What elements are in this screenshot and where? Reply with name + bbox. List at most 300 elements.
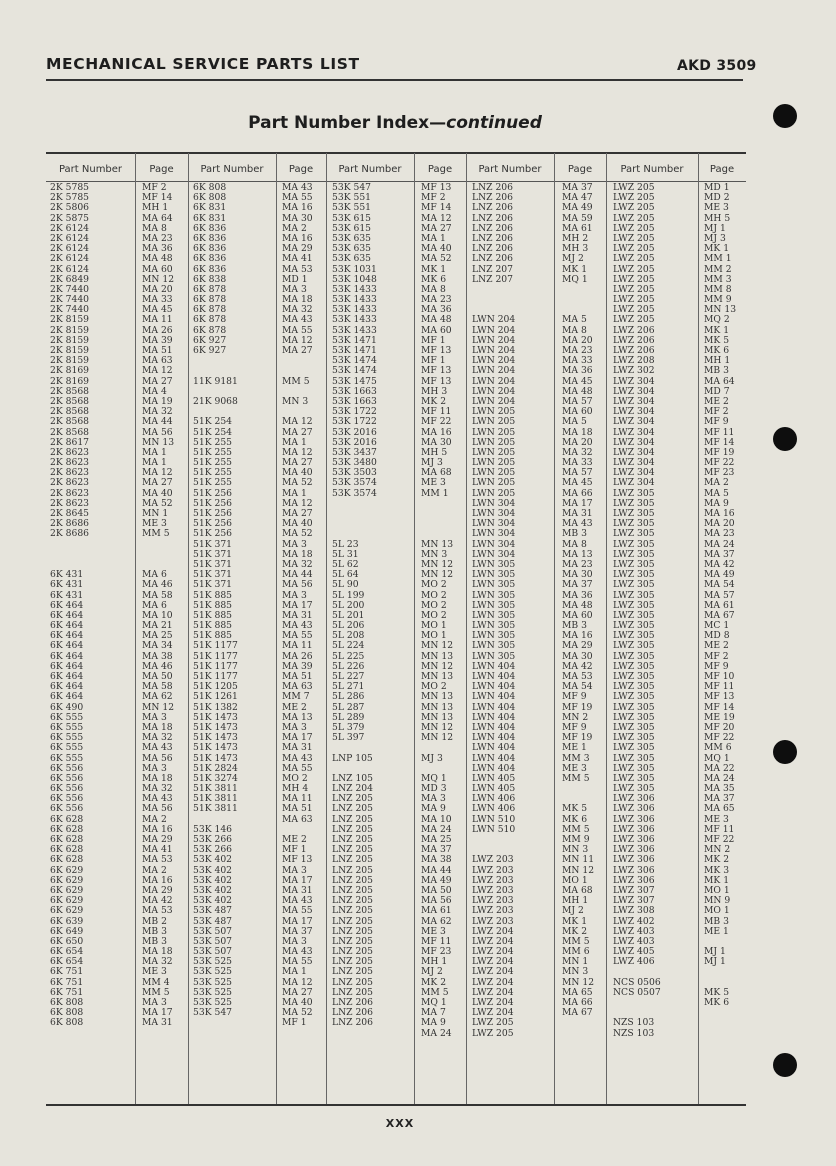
- part-number-cell: 5L 397: [332, 732, 365, 744]
- part-number-cell: LWZ 305: [613, 701, 655, 713]
- page-cell: MA 56: [142, 426, 173, 438]
- page-cell: MA 43: [282, 314, 313, 326]
- page-cell: MA 12: [282, 416, 313, 428]
- part-number-cell: 2K 8623: [50, 477, 90, 489]
- page-cell: MA 1: [142, 446, 167, 458]
- page-column: [142, 183, 174, 1029]
- page-cell: MJ 2: [421, 966, 443, 978]
- part-number-cell: 53K 402: [193, 895, 233, 907]
- page-cell: MA 20: [562, 436, 593, 448]
- page-cell: MN 13: [421, 650, 454, 662]
- page-cell: MK 6: [704, 997, 730, 1008]
- page-cell: MA 27: [282, 986, 313, 998]
- part-number-cell: LWZ 204: [472, 1007, 514, 1019]
- page-cell: MA 52: [142, 497, 173, 509]
- page-cell: MM 9: [562, 834, 590, 845]
- part-number-cell: LWZ 205: [613, 273, 655, 285]
- part-number-cell: 6K 836: [193, 232, 227, 244]
- page-cell: MM 1: [704, 253, 732, 265]
- page-cell: MA 60: [562, 406, 593, 418]
- page-cell: MA 55: [282, 762, 313, 774]
- part-number-cell: 53K 1471: [332, 345, 377, 356]
- part-number-cell: 6K 639: [50, 915, 84, 927]
- part-number-cell: 53K 266: [193, 834, 233, 845]
- page-cell: ME 3: [142, 966, 167, 978]
- part-number-cell: LWZ 206: [613, 345, 655, 356]
- part-number-cell: LWN 305: [472, 640, 516, 652]
- page-cell: MA 16: [142, 823, 173, 835]
- part-number-cell: LWN 305: [472, 630, 516, 642]
- page-cell: MF 14: [704, 436, 735, 448]
- header-part-number: Part Number: [620, 164, 684, 175]
- part-number-cell: 2K 8623: [50, 467, 90, 479]
- part-number-cell: LWZ 305: [613, 660, 655, 672]
- page-cell: MA 11: [282, 640, 313, 652]
- page-cell: MN 13: [421, 701, 454, 713]
- page-cell: MK 2: [562, 925, 588, 937]
- page-cell: MM 5: [282, 375, 310, 387]
- page-cell: MA 52: [282, 528, 313, 540]
- part-number-cell: LWZ 304: [613, 426, 655, 438]
- part-number-cell: 2K 6124: [50, 222, 90, 234]
- page-cell: MA 53: [562, 671, 593, 682]
- part-number-cell: LWN 304: [472, 518, 516, 530]
- part-number-cell: 6K 927: [193, 334, 227, 346]
- page-cell: MA 27: [282, 426, 313, 438]
- page-cell: MA 23: [562, 345, 593, 356]
- part-number-cell: 5L 226: [332, 660, 365, 672]
- part-number-cell: 6K 831: [193, 212, 227, 224]
- page-cell: MA 66: [562, 487, 593, 499]
- part-number-cell: LWZ 304: [613, 375, 655, 387]
- page-cell: MA 32: [282, 304, 313, 316]
- page-column: [704, 183, 736, 1008]
- page-cell: MA 16: [704, 508, 735, 519]
- page-cell: MK 6: [562, 813, 588, 825]
- part-number-cell: LWZ 205: [613, 294, 655, 306]
- part-number-cell: 51K 371: [193, 579, 233, 591]
- part-number-cell: 5L 201: [332, 609, 365, 621]
- page-cell: MM 9: [704, 294, 732, 306]
- part-number-cell: LWN 406: [472, 793, 516, 805]
- page-cell: ME 1: [562, 742, 587, 754]
- part-number-cell: 53K 402: [193, 874, 233, 886]
- page-cell: MA 64: [704, 375, 735, 387]
- part-number-cell: 51K 254: [193, 426, 233, 438]
- page-cell: MA 16: [562, 630, 593, 642]
- page-cell: MA 20: [562, 334, 593, 346]
- part-number-cell: 6K 628: [50, 854, 84, 866]
- part-number-cell: 2K 6124: [50, 232, 90, 244]
- page-cell: MM 8: [704, 283, 732, 295]
- part-number-column: [472, 183, 515, 1039]
- page-cell: MA 1: [282, 436, 307, 448]
- page-cell: MF 13: [421, 182, 452, 193]
- part-number-cell: LWN 404: [472, 742, 516, 754]
- part-number-cell: LWZ 205: [613, 314, 655, 326]
- part-number-cell: LWZ 205: [613, 283, 655, 295]
- page-cell: MA 43: [282, 182, 313, 193]
- page-cell: MQ 1: [421, 997, 447, 1008]
- page-cell: MA 55: [282, 324, 313, 336]
- page-cell: MA 19: [142, 395, 173, 407]
- part-number-cell: 6K 878: [193, 294, 227, 306]
- page-cell: MN 1: [142, 508, 169, 519]
- page-cell: [142, 550, 174, 560]
- part-number-cell: LWZ 205: [613, 263, 655, 275]
- page-cell: MA 3: [142, 762, 167, 774]
- part-number-cell: 53K 1474: [332, 355, 377, 367]
- part-number-cell: 6K 556: [50, 772, 84, 784]
- page-cell: MA 26: [282, 650, 313, 662]
- page-cell: MA 37: [562, 579, 593, 591]
- part-number-cell: LWZ 305: [613, 681, 655, 693]
- part-number-cell: LNZ 205: [332, 925, 373, 937]
- part-number-cell: [50, 540, 89, 550]
- part-number-cell: 6K 464: [50, 691, 84, 703]
- page-cell: MA 3: [142, 997, 167, 1008]
- part-number-cell: 6K 464: [50, 681, 84, 693]
- page-cell: MN 12: [421, 640, 454, 652]
- part-number-cell: 5L 206: [332, 620, 365, 632]
- part-number-cell: 6K 555: [50, 732, 84, 744]
- part-number-cell: LWZ 205: [613, 253, 655, 265]
- binder-hole-icon: [773, 427, 797, 451]
- part-number-cell: 6K 431: [50, 579, 84, 591]
- part-number-cell: LWZ 305: [613, 671, 655, 682]
- part-number-cell: LWN 405: [472, 772, 516, 784]
- part-number-cell: LWN 406: [472, 803, 516, 815]
- model-number: AKD 3509: [677, 58, 757, 74]
- page-cell: MB 3: [142, 935, 167, 947]
- part-number-cell: LWN 404: [472, 660, 516, 672]
- part-number-cell: 6K 628: [50, 844, 84, 856]
- page-cell: MO 1: [421, 630, 447, 642]
- page-cell: MN 13: [142, 436, 175, 448]
- part-number-cell: 6K 464: [50, 630, 84, 642]
- page-cell: MA 39: [282, 660, 313, 672]
- page-cell: MM 4: [142, 976, 170, 988]
- page-cell: MA 9: [704, 497, 729, 509]
- page-cell: MD 8: [704, 630, 730, 642]
- part-number-cell: 51K 371: [193, 569, 233, 581]
- page-cell: MA 25: [421, 834, 452, 845]
- header-page: Page: [709, 164, 735, 175]
- page-cell: MA 26: [142, 324, 173, 336]
- page-cell: MA 3: [282, 721, 307, 733]
- page-cell: MA 51: [282, 803, 313, 815]
- page-cell: MA 18: [282, 548, 313, 560]
- page-cell: MA 16: [421, 426, 452, 438]
- part-number-cell: 51K 885: [193, 620, 233, 632]
- part-number-cell: LWZ 304: [613, 416, 655, 428]
- page-cell: MQ 1: [562, 273, 588, 285]
- page-cell: MF 2: [704, 650, 729, 662]
- part-number-cell: 51K 885: [193, 589, 233, 601]
- page-cell: MF 19: [704, 446, 735, 458]
- page-cell: MA 61: [704, 599, 735, 611]
- part-number-cell: LWZ 305: [613, 630, 655, 642]
- part-number-cell: LWZ 305: [613, 569, 655, 581]
- page-cell: MA 5: [562, 314, 587, 326]
- page-cell: MA 47: [562, 192, 593, 204]
- index-title-main: Part Number Index—: [248, 113, 447, 133]
- page-cell: MA 37: [421, 844, 452, 856]
- part-number-cell: 53K 3574: [332, 487, 377, 499]
- page-cell: MA 43: [282, 620, 313, 632]
- part-number-cell: LWZ 304: [613, 477, 655, 489]
- part-number-cell: 5L 271: [332, 681, 365, 693]
- part-number-cell: LWZ 306: [613, 823, 655, 835]
- page-cell: MA 54: [562, 681, 593, 693]
- part-number-cell: LWZ 305: [613, 518, 655, 530]
- page-cell: ME 2: [704, 640, 729, 652]
- part-number-cell: 6K 629: [50, 874, 84, 886]
- page-cell: MK 1: [421, 263, 447, 275]
- page-cell: MA 17: [282, 915, 313, 927]
- page-cell: MA 31: [282, 884, 313, 896]
- page-cell: MA 37: [562, 182, 593, 193]
- part-number-cell: 51K 3274: [193, 772, 238, 784]
- page-cell: [421, 509, 453, 519]
- page-cell: MA 17: [282, 874, 313, 886]
- part-number-cell: [332, 509, 377, 519]
- part-number-cell: LNZ 206: [472, 212, 513, 224]
- page-cell: MF 9: [704, 416, 729, 428]
- page-cell: MA 9: [421, 1017, 446, 1029]
- page-cell: MK 6: [421, 273, 447, 285]
- page-cell: MF 23: [704, 467, 735, 479]
- page-cell: MA 11: [282, 793, 313, 805]
- table-top-rule: [46, 152, 746, 154]
- page-cell: MA 31: [282, 609, 313, 621]
- part-number-cell: 6K 556: [50, 803, 84, 815]
- part-number-cell: 51K 1261: [193, 691, 238, 703]
- page-cell: MA 65: [562, 986, 593, 998]
- page-cell: MA 4: [142, 385, 167, 397]
- part-number-cell: LNZ 205: [332, 813, 373, 825]
- part-number-cell: 51K 885: [193, 599, 233, 611]
- page-cell: MF 23: [421, 946, 452, 958]
- page-cell: ME 3: [421, 925, 446, 937]
- page-cell: MN 12: [562, 864, 595, 876]
- page-cell: MH 4: [282, 783, 309, 795]
- page-cell: MA 17: [282, 732, 313, 744]
- part-number-cell: LWN 204: [472, 314, 516, 326]
- part-number-cell: [332, 499, 377, 509]
- page-cell: MA 5: [704, 487, 729, 499]
- page-cell: MA 58: [142, 681, 173, 693]
- header-rule: [46, 79, 743, 81]
- part-number-cell: LWZ 307: [613, 884, 655, 896]
- part-number-cell: LWZ 405: [613, 946, 655, 958]
- page-cell: MA 3: [282, 864, 307, 876]
- part-number-cell: 5L 208: [332, 630, 365, 642]
- page-cell: MA 65: [704, 803, 735, 815]
- part-number-cell: LWN 204: [472, 334, 516, 346]
- part-number-cell: 2K 6849: [50, 273, 90, 285]
- part-number-cell: 2K 5875: [50, 212, 90, 224]
- page-cell: MA 60: [562, 609, 593, 621]
- page-cell: MA 60: [142, 263, 173, 275]
- part-number-cell: 6K 464: [50, 620, 84, 632]
- part-number-cell: LWN 205: [472, 406, 516, 418]
- page-cell: MD 2: [704, 192, 730, 204]
- part-number-cell: [50, 550, 89, 560]
- part-number-cell: [332, 519, 377, 529]
- part-number-cell: LWZ 305: [613, 609, 655, 621]
- part-number-cell: [332, 743, 377, 753]
- page-cell: MA 52: [282, 1007, 313, 1019]
- part-number-cell: LWN 405: [472, 783, 516, 795]
- page-cell: MA 27: [421, 222, 452, 234]
- page-cell: MA 58: [142, 589, 173, 601]
- page-cell: MA 3: [282, 283, 307, 295]
- part-number-cell: LWZ 205: [613, 212, 655, 224]
- index-title-suffix: continued: [446, 113, 542, 133]
- part-number-cell: 53K 1433: [332, 314, 377, 326]
- part-number-cell: 51K 1177: [193, 650, 238, 662]
- page-cell: [282, 356, 313, 366]
- part-number-cell: 2K 6124: [50, 263, 90, 275]
- page-cell: MA 18: [142, 772, 173, 784]
- part-number-cell: LWZ 305: [613, 783, 655, 795]
- page-cell: MA 67: [562, 1007, 593, 1019]
- part-number-cell: LWN 305: [472, 620, 516, 632]
- page-cell: MA 31: [142, 1017, 173, 1029]
- part-number-cell: 2K 8686: [50, 518, 90, 530]
- page-cell: MA 12: [282, 497, 313, 509]
- part-number-cell: 6K 654: [50, 946, 84, 958]
- header-part-number: Part Number: [200, 164, 264, 175]
- part-number-cell: [193, 356, 238, 366]
- part-number-cell: LNZ 207: [472, 273, 513, 285]
- part-number-cell: 6K 628: [50, 834, 84, 845]
- part-number-cell: LWZ 305: [613, 711, 655, 723]
- page-cell: MK 2: [421, 976, 447, 988]
- page-cell: MN 12: [142, 273, 175, 285]
- page-cell: MA 46: [142, 660, 173, 672]
- page-cell: MA 30: [421, 436, 452, 448]
- part-number-cell: LNZ 205: [332, 915, 373, 927]
- page-cell: MA 8: [562, 538, 587, 550]
- page-cell: MA 67: [704, 609, 735, 621]
- page-cell: MB 3: [142, 925, 167, 937]
- part-number-cell: LNZ 206: [472, 222, 513, 234]
- page-cell: MA 62: [421, 915, 452, 927]
- page-cell: MA 1: [142, 457, 167, 469]
- page-cell: MA 52: [421, 253, 452, 265]
- part-number-cell: LWZ 308: [613, 905, 655, 917]
- part-number-cell: 53K 1722: [332, 406, 377, 418]
- part-number-cell: 6K 808: [193, 192, 227, 204]
- part-number-cell: LNP 105: [332, 752, 373, 764]
- part-number-cell: LWZ 306: [613, 844, 655, 856]
- page-cell: MA 3: [282, 589, 307, 601]
- page-cell: MA 22: [704, 762, 735, 774]
- part-number-cell: LWZ 203: [472, 874, 514, 886]
- page-cell: MA 33: [562, 457, 593, 469]
- page-cell: MF 2: [421, 192, 446, 204]
- page-cell: MA 29: [282, 243, 313, 255]
- part-number-cell: LWN 404: [472, 691, 516, 703]
- page-cell: MF 11: [421, 406, 452, 418]
- part-number-cell: 2K 8568: [50, 385, 90, 397]
- page-cell: MA 49: [704, 569, 735, 581]
- page-cell: MN 12: [421, 732, 454, 744]
- part-number-cell: 5L 90: [332, 579, 359, 591]
- part-number-cell: LWZ 403: [613, 925, 655, 937]
- part-number-cell: LWN 205: [472, 446, 516, 458]
- page-cell: MM 5: [421, 986, 449, 998]
- part-number-cell: LWN 305: [472, 599, 516, 611]
- part-number-cell: 2K 8568: [50, 416, 90, 428]
- page-cell: MM 5: [562, 772, 590, 784]
- page-cell: [562, 295, 594, 305]
- page-cell: ME 3: [142, 518, 167, 530]
- page-cell: MA 24: [421, 1027, 452, 1039]
- page-cell: MK 2: [704, 854, 730, 866]
- page-cell: MA 43: [142, 793, 173, 805]
- part-number-cell: LWZ 205: [613, 222, 655, 234]
- page-cell: MA 44: [142, 416, 173, 428]
- part-number-cell: 53K 1048: [332, 273, 377, 285]
- part-number-cell: LWN 204: [472, 365, 516, 377]
- page-cell: MJ 3: [421, 752, 443, 764]
- page-cell: MA 27: [282, 457, 313, 469]
- part-number-cell: 2K 5806: [50, 202, 90, 214]
- part-number-cell: LWZ 305: [613, 762, 655, 774]
- part-number-cell: LWZ 205: [613, 192, 655, 204]
- page-cell: MA 3: [282, 538, 307, 550]
- part-number-cell: LWZ 205: [613, 232, 655, 244]
- part-number-cell: 51K 255: [193, 477, 233, 489]
- page-cell: MF 11: [704, 823, 735, 835]
- page-cell: ME 1: [704, 925, 729, 937]
- part-number-cell: 51K 256: [193, 508, 233, 519]
- part-number-cell: LWZ 305: [613, 528, 655, 540]
- part-number-cell: 2K 8159: [50, 334, 90, 346]
- part-number-cell: 6K 555: [50, 742, 84, 754]
- page-cell: MF 19: [562, 732, 593, 744]
- part-number-cell: 51K 256: [193, 528, 233, 540]
- part-number-cell: 53K 635: [332, 253, 372, 265]
- part-number-cell: 6K 927: [193, 345, 227, 356]
- page-cell: MA 18: [142, 721, 173, 733]
- page-cell: MA 18: [562, 426, 593, 438]
- column-divider: [554, 153, 555, 1104]
- page-cell: MN 3: [562, 966, 589, 978]
- part-number-cell: LWZ 406: [613, 956, 655, 968]
- part-number-cell: 6K 836: [193, 263, 227, 275]
- page-cell: MA 36: [421, 304, 452, 316]
- page-cell: MF 20: [704, 721, 735, 733]
- part-number-cell: 53K 487: [193, 915, 233, 927]
- page-cell: MF 2: [142, 182, 167, 193]
- page-cell: MA 1: [282, 487, 307, 499]
- page-cell: MN 12: [421, 721, 454, 733]
- part-number-cell: 6K 431: [50, 569, 84, 581]
- page-cell: MF 11: [704, 681, 735, 693]
- page-cell: MA 16: [142, 874, 173, 886]
- part-number-cell: LWN 205: [472, 457, 516, 469]
- page-cell: ME 3: [704, 813, 729, 825]
- page-cell: MF 1: [421, 355, 446, 367]
- page-cell: MO 2: [421, 599, 447, 611]
- part-number-cell: LWN 404: [472, 762, 516, 774]
- page-cell: MH 3: [562, 243, 589, 255]
- part-number-cell: 5L 287: [332, 701, 365, 713]
